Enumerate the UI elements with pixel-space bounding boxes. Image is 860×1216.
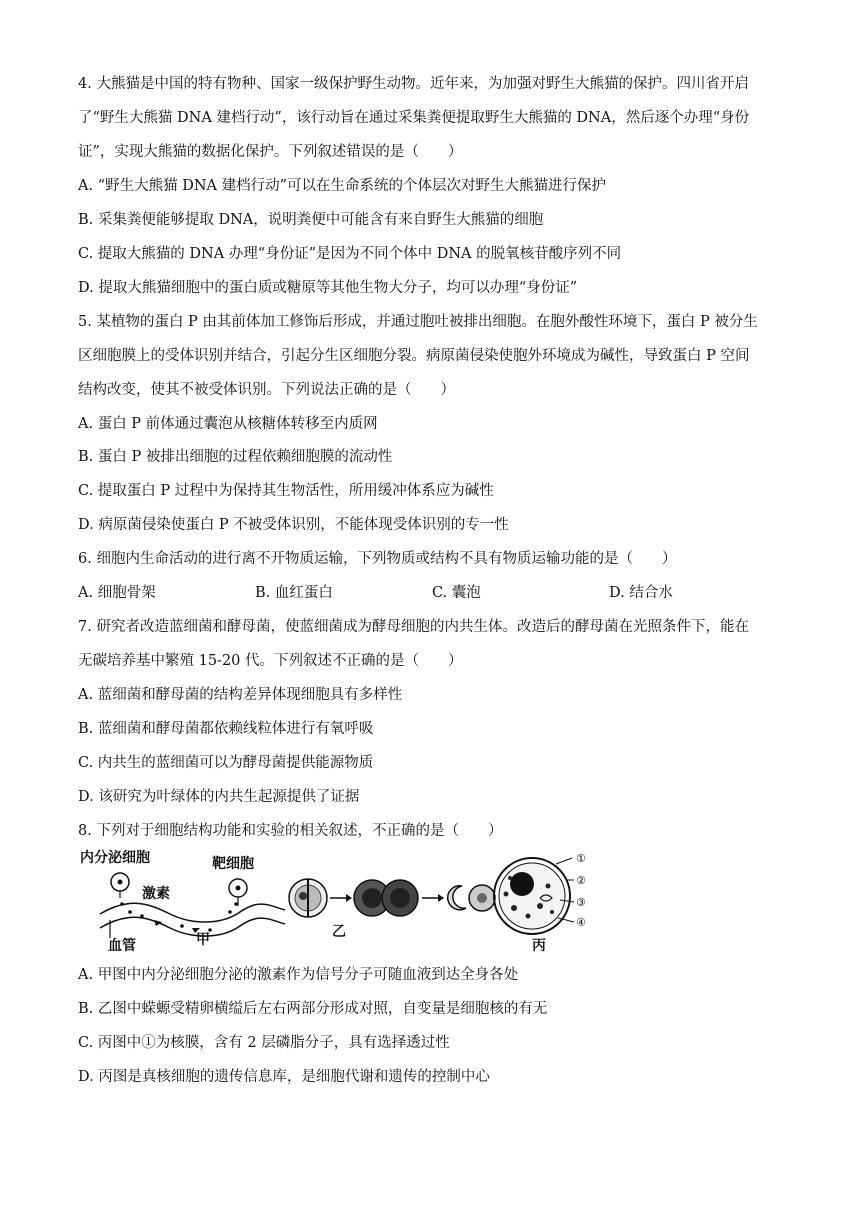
q5-stem-line-2: 区细胞膜上的受体识别并结合，引起分生区细胞分裂。病原菌侵染使胞外环境成为碱性，导致蛋白 P 空间 [78,348,750,364]
q8-stem: 8. 下列对于细胞结构功能和实验的相关叙述，不正确的是（ ） [78,823,503,839]
q5-option-a: A. 蛋白 P 前体通过囊泡从核糖体转移至内质网 [78,416,378,432]
blood-vessel-top [100,903,285,922]
q4-option-c: C. 提取大熊猫的 DNA 办理“身份证”是因为不同个体中 DNA 的脱氧核苷酸序列不同 [78,246,622,262]
q8-option-b: B. 乙图中蝾螈受精卵横缢后左右两部分形成对照，自变量是细胞核的有无 [78,1001,548,1017]
q7-option-c: C. 内共生的蓝细菌可以为酵母菌提供能源物质 [78,755,374,771]
q6-option-a: A. 细胞骨架 [78,585,156,601]
q8-option-d: D. 丙图是真核细胞的遗传信息库，是细胞代谢和遗传的控制中心 [78,1069,490,1085]
q5-option-b: B. 蛋白 P 被排出细胞的过程依赖细胞膜的流动性 [78,449,393,465]
q5-option-c: C. 提取蛋白 P 过程中为保持其生物活性，所用缓冲体系应为碱性 [78,483,494,499]
q6-option-b: B. 血红蛋白 [255,585,333,601]
target-cell-label: 靶细胞 [212,856,254,872]
q7-option-b: B. 蓝细菌和酵母菌都依赖线粒体进行有氧呼吸 [78,721,374,737]
target-cell-nucleus [236,886,241,891]
q6-option-c: C. 囊泡 [432,585,481,601]
q4-option-b: B. 采集粪便能够提取 DNA，说明粪便中可能含有来自野生大熊猫的细胞 [78,212,544,228]
q8-option-a: A. 甲图中内分泌细胞分泌的激素作为信号分子可随血液到达全身各处 [78,967,519,983]
q5-option-d: D. 病原菌侵染使蛋白 P 不被受体识别，不能体现受体识别的专一性 [78,517,509,533]
blood-vessel-bottom [100,917,285,936]
q4-stem-line-3: 证”，实现大熊猫的数据化保护。下列叙述错误的是（ ） [78,144,463,160]
figure-jia-panel [80,849,285,954]
nucleolus [510,872,534,896]
q8-option-c: C. 丙图中①为核膜，含有 2 层磷脂分子，具有选择透过性 [78,1035,450,1051]
vessel-label: 血管 [108,938,136,954]
bing-marker-1: ① [576,852,586,865]
q4-stem-line-1: 4. 大熊猫是中国的特有物种、国家一级保护野生动物。近年来，为加强对野生大熊猫的保护。四川省开启 [78,76,749,92]
figure-yi-panel [289,879,495,940]
q5-stem-line-1: 5. 某植物的蛋白 P 由其前体加工修饰后形成，并通过胞吐被排出细胞。在胞外酸性环境下，蛋白 P 被分生 [78,314,758,330]
bing-marker-3: ③ [576,896,586,909]
q8-figure [70,846,610,958]
q5-stem-line-3: 结构改变，使其不被受体识别。下列说法正确的是（ ） [78,382,455,398]
yi-caption: 乙 [332,924,346,940]
q4-option-a: A. “野生大熊猫 DNA 建档行动”可以在生命系统的个体层次对野生大熊猫进行保护 [78,178,607,194]
egg-half-left [448,886,466,910]
q6-stem: 6. 细胞内生命活动的进行离不开物质运输，下列物质或结构不具有物质运输功能的是（ ） [78,551,677,567]
bing-marker-2: ② [576,874,586,887]
figure-bing-panel [494,852,586,954]
q4-stem-line-2: 了“野生大熊猫 DNA 建档行动”，该行动旨在通过采集粪便提取野生大熊猫的 DNA，然后逐个办理“身份 [78,110,750,126]
q4-option-d: D. 提取大熊猫细胞中的蛋白质或糖原等其他生物大分子，均可以办理“身份证” [78,280,578,296]
q7-stem-line-2: 无碳培养基中繁殖 15-20 代。下列叙述不正确的是（ ） [78,653,463,669]
jia-caption: 甲 [196,932,210,948]
q7-option-a: A. 蓝细菌和酵母菌的结构差异体现细胞具有多样性 [78,687,403,703]
hormone-label: 激素 [142,886,170,902]
q6-option-d: D. 结合水 [609,585,673,601]
bing-caption: 丙 [532,938,546,954]
bing-marker-4: ④ [576,916,586,929]
endocrine-cell-label: 内分泌细胞 [80,850,150,866]
q7-option-d: D. 该研究为叶绿体的内共生起源提供了证据 [78,789,360,805]
endocrine-cell-nucleus [118,880,123,885]
q7-stem-line-1: 7. 研究者改造蓝细菌和酵母菌，使蓝细菌成为酵母细胞的内共生体。改造后的酵母菌在光照条件下，能在 [78,619,749,635]
